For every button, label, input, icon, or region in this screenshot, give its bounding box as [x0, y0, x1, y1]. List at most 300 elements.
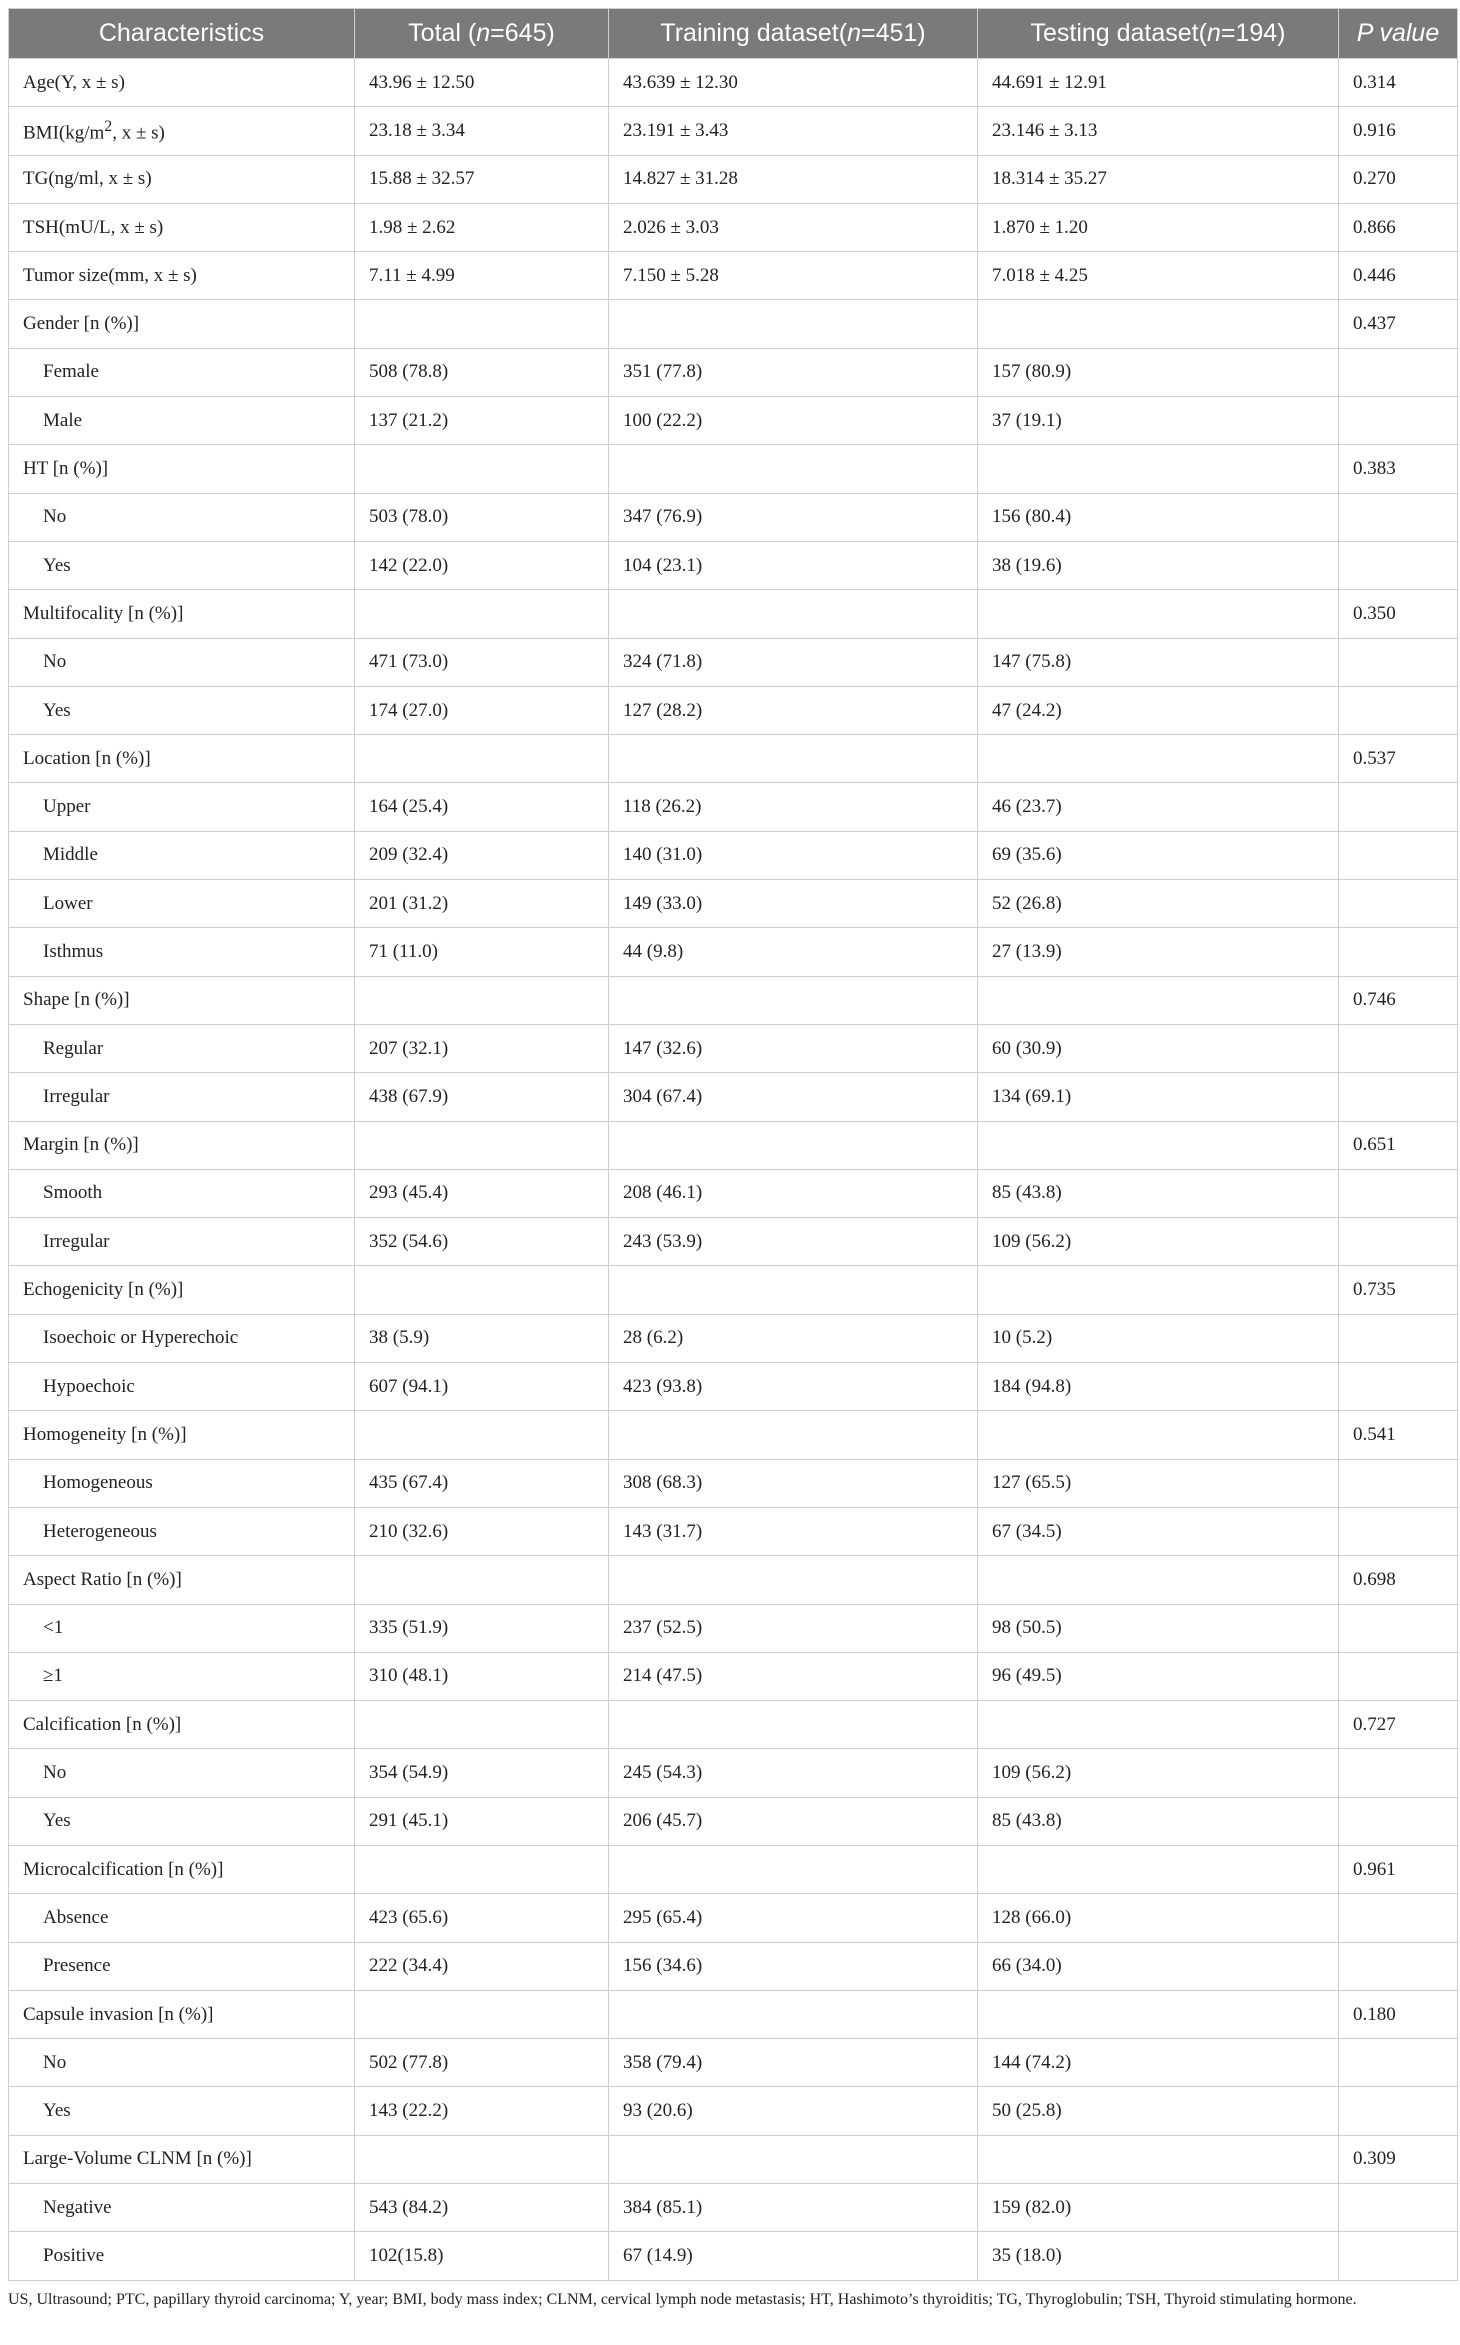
cell-testing: 98 (50.5)	[978, 1604, 1339, 1652]
cell-characteristic: Calcification [n (%)]	[9, 1701, 355, 1749]
cell-testing: 46 (23.7)	[978, 783, 1339, 831]
cell-p-value	[1339, 2184, 1458, 2232]
cell-total	[355, 445, 609, 493]
cell-total: 7.11 ± 4.99	[355, 252, 609, 300]
cell-p-value: 0.866	[1339, 203, 1458, 251]
cell-p-value: 0.698	[1339, 1556, 1458, 1604]
table-row-subcategory	[9, 2087, 1458, 2135]
cell-characteristic: Homogeneity [n (%)]	[9, 1411, 355, 1459]
header-training-suffix: =451)	[860, 19, 926, 47]
cell-testing	[978, 976, 1339, 1024]
cell-training: 206 (45.7)	[609, 1797, 978, 1845]
cell-characteristic: Yes	[9, 1797, 355, 1845]
cell-training	[609, 1411, 978, 1459]
table-row-subcategory	[9, 1604, 1458, 1652]
cell-training: 23.191 ± 3.43	[609, 107, 978, 155]
cell-p-value	[1339, 1604, 1458, 1652]
cell-training: 347 (76.9)	[609, 493, 978, 541]
table-row-subcategory	[9, 1363, 1458, 1411]
table-row-subcategory	[9, 2039, 1458, 2087]
table-row-variable	[9, 590, 1458, 638]
cell-p-value	[1339, 1894, 1458, 1942]
table-row-subcategory	[9, 1797, 1458, 1845]
table-row-variable	[9, 2135, 1458, 2183]
table-row-subcategory	[9, 1314, 1458, 1362]
cell-testing	[978, 1556, 1339, 1604]
table-header	[9, 9, 1458, 59]
cell-training	[609, 1121, 978, 1169]
cell-total	[355, 1266, 609, 1314]
header-total	[355, 9, 609, 59]
table-row-subcategory	[9, 1073, 1458, 1121]
cell-total: 174 (27.0)	[355, 686, 609, 734]
cell-total	[355, 1121, 609, 1169]
table-row-variable	[9, 1411, 1458, 1459]
cell-total	[355, 976, 609, 1024]
cell-characteristic: Microcalcification [n (%)]	[9, 1845, 355, 1893]
cell-characteristic: Capsule invasion [n (%)]	[9, 1990, 355, 2038]
cell-total	[355, 1701, 609, 1749]
cell-p-value	[1339, 831, 1458, 879]
table-row-subcategory	[9, 1652, 1458, 1700]
table-row-variable	[9, 1701, 1458, 1749]
cell-p-value	[1339, 880, 1458, 928]
table-row-variable	[9, 59, 1458, 107]
cell-total: 38 (5.9)	[355, 1314, 609, 1362]
cell-total: 1.98 ± 2.62	[355, 203, 609, 251]
cell-characteristic: Regular	[9, 1024, 355, 1072]
cell-characteristic: Absence	[9, 1894, 355, 1942]
cell-characteristic: Presence	[9, 1942, 355, 1990]
table-row-variable	[9, 1556, 1458, 1604]
cell-training: 324 (71.8)	[609, 638, 978, 686]
cell-characteristic: Male	[9, 397, 355, 445]
cell-p-value	[1339, 1169, 1458, 1217]
cell-testing	[978, 1121, 1339, 1169]
cell-p-value: 0.541	[1339, 1411, 1458, 1459]
cell-training: 423 (93.8)	[609, 1363, 978, 1411]
cell-testing: 85 (43.8)	[978, 1169, 1339, 1217]
cell-training: 214 (47.5)	[609, 1652, 978, 1700]
cell-characteristic: Positive	[9, 2232, 355, 2280]
cell-training	[609, 590, 978, 638]
cell-training: 67 (14.9)	[609, 2232, 978, 2280]
cell-p-value	[1339, 1652, 1458, 1700]
cell-total: 438 (67.9)	[355, 1073, 609, 1121]
table-row-variable	[9, 735, 1458, 783]
cell-training: 44 (9.8)	[609, 928, 978, 976]
cell-total	[355, 1411, 609, 1459]
cell-testing: 159 (82.0)	[978, 2184, 1339, 2232]
table-row-variable	[9, 1845, 1458, 1893]
cell-characteristic: Gender [n (%)]	[9, 300, 355, 348]
cell-training: 308 (68.3)	[609, 1459, 978, 1507]
cell-testing: 7.018 ± 4.25	[978, 252, 1339, 300]
cell-p-value: 0.270	[1339, 155, 1458, 203]
table-row-subcategory	[9, 348, 1458, 396]
table-row-variable	[9, 107, 1458, 155]
table-row-subcategory	[9, 1749, 1458, 1797]
cell-total: 15.88 ± 32.57	[355, 155, 609, 203]
cell-characteristic: TG(ng/ml, x ± s)	[9, 155, 355, 203]
cell-p-value	[1339, 1024, 1458, 1072]
cell-characteristic: Large-Volume CLNM [n (%)]	[9, 2135, 355, 2183]
cell-p-value	[1339, 1314, 1458, 1362]
table-row-variable	[9, 1990, 1458, 2038]
cell-total: 335 (51.9)	[355, 1604, 609, 1652]
cell-characteristic-text: BMI(kg/m	[23, 122, 105, 144]
cell-characteristic-text-suffix: , x ± s)	[112, 122, 165, 144]
cell-training: 43.639 ± 12.30	[609, 59, 978, 107]
document-page	[8, 8, 1457, 2312]
cell-training: 2.026 ± 3.03	[609, 203, 978, 251]
cell-characteristic: Aspect Ratio [n (%)]	[9, 1556, 355, 1604]
cell-characteristic	[9, 107, 355, 155]
table-row-subcategory	[9, 928, 1458, 976]
cell-total: 71 (11.0)	[355, 928, 609, 976]
cell-characteristic: Isthmus	[9, 928, 355, 976]
cell-total: 310 (48.1)	[355, 1652, 609, 1700]
table-row-variable	[9, 203, 1458, 251]
cell-characteristic: Irregular	[9, 1218, 355, 1266]
cell-characteristic: Heterogeneous	[9, 1507, 355, 1555]
cell-total: 210 (32.6)	[355, 1507, 609, 1555]
cell-total	[355, 735, 609, 783]
cell-characteristic: Margin [n (%)]	[9, 1121, 355, 1169]
cell-total: 143 (22.2)	[355, 2087, 609, 2135]
cell-total: 607 (94.1)	[355, 1363, 609, 1411]
table-row-subcategory	[9, 541, 1458, 589]
header-characteristics-label: Characteristics	[98, 19, 265, 47]
table-row-subcategory	[9, 1942, 1458, 1990]
cell-p-value: 0.350	[1339, 590, 1458, 638]
cell-training: 156 (34.6)	[609, 1942, 978, 1990]
cell-training	[609, 1845, 978, 1893]
cell-testing: 144 (74.2)	[978, 2039, 1339, 2087]
cell-testing: 52 (26.8)	[978, 880, 1339, 928]
cell-p-value	[1339, 1073, 1458, 1121]
cell-testing: 134 (69.1)	[978, 1073, 1339, 1121]
cell-p-value	[1339, 1749, 1458, 1797]
cell-testing: 69 (35.6)	[978, 831, 1339, 879]
header-testing	[978, 9, 1339, 59]
cell-total: 201 (31.2)	[355, 880, 609, 928]
cell-testing: 50 (25.8)	[978, 2087, 1339, 2135]
cell-characteristic: Smooth	[9, 1169, 355, 1217]
table-body	[9, 59, 1458, 2281]
cell-p-value	[1339, 686, 1458, 734]
cell-training: 127 (28.2)	[609, 686, 978, 734]
cell-total: 209 (32.4)	[355, 831, 609, 879]
cell-testing: 127 (65.5)	[978, 1459, 1339, 1507]
cell-p-value	[1339, 1942, 1458, 1990]
table-row-subcategory	[9, 1218, 1458, 1266]
cell-training: 237 (52.5)	[609, 1604, 978, 1652]
cell-total: 207 (32.1)	[355, 1024, 609, 1072]
cell-testing: 96 (49.5)	[978, 1652, 1339, 1700]
cell-p-value: 0.651	[1339, 1121, 1458, 1169]
cell-p-value: 0.314	[1339, 59, 1458, 107]
cell-characteristic: Echogenicity [n (%)]	[9, 1266, 355, 1314]
cell-testing: 1.870 ± 1.20	[978, 203, 1339, 251]
table-row-variable	[9, 976, 1458, 1024]
cell-testing	[978, 735, 1339, 783]
cell-p-value: 0.916	[1339, 107, 1458, 155]
cell-p-value: 0.437	[1339, 300, 1458, 348]
table-row-subcategory	[9, 1459, 1458, 1507]
cell-characteristic: Location [n (%)]	[9, 735, 355, 783]
cell-total: 508 (78.8)	[355, 348, 609, 396]
cell-training: 140 (31.0)	[609, 831, 978, 879]
cell-p-value	[1339, 2039, 1458, 2087]
cell-characteristic: Tumor size(mm, x ± s)	[9, 252, 355, 300]
cell-characteristic: Yes	[9, 541, 355, 589]
cell-p-value: 0.746	[1339, 976, 1458, 1024]
cell-training: 118 (26.2)	[609, 783, 978, 831]
cell-training: 243 (53.9)	[609, 1218, 978, 1266]
cell-characteristic: ≥1	[9, 1652, 355, 1700]
cell-total: 43.96 ± 12.50	[355, 59, 609, 107]
table-row-subcategory	[9, 880, 1458, 928]
table-row-subcategory	[9, 1024, 1458, 1072]
cell-characteristic: Multifocality [n (%)]	[9, 590, 355, 638]
cell-p-value	[1339, 1459, 1458, 1507]
cell-testing: 23.146 ± 3.13	[978, 107, 1339, 155]
table-row-variable	[9, 445, 1458, 493]
header-training	[609, 9, 978, 59]
cell-testing: 10 (5.2)	[978, 1314, 1339, 1362]
cell-p-value	[1339, 638, 1458, 686]
cell-total: 503 (78.0)	[355, 493, 609, 541]
cell-training	[609, 445, 978, 493]
cell-training	[609, 300, 978, 348]
table-row-subcategory	[9, 1894, 1458, 1942]
table-row-variable	[9, 1266, 1458, 1314]
cell-total	[355, 590, 609, 638]
cell-p-value: 0.383	[1339, 445, 1458, 493]
cell-characteristic: <1	[9, 1604, 355, 1652]
cell-characteristic: No	[9, 638, 355, 686]
cell-characteristic: TSH(mU/L, x ± s)	[9, 203, 355, 251]
cell-characteristic: Homogeneous	[9, 1459, 355, 1507]
cell-testing: 156 (80.4)	[978, 493, 1339, 541]
cell-characteristic: Isoechoic or Hyperechoic	[9, 1314, 355, 1362]
header-testing-prefix: Testing dataset(	[1030, 19, 1207, 47]
header-training-prefix: Training dataset(	[660, 19, 848, 47]
cell-testing: 66 (34.0)	[978, 1942, 1339, 1990]
cell-training: 384 (85.1)	[609, 2184, 978, 2232]
cell-characteristic: HT [n (%)]	[9, 445, 355, 493]
table-row-subcategory	[9, 2184, 1458, 2232]
cell-total: 164 (25.4)	[355, 783, 609, 831]
cell-characteristic: Female	[9, 348, 355, 396]
cell-characteristic: Hypoechoic	[9, 1363, 355, 1411]
table-row-variable	[9, 1121, 1458, 1169]
cell-characteristic: Yes	[9, 2087, 355, 2135]
cell-total: 293 (45.4)	[355, 1169, 609, 1217]
table-row-subcategory	[9, 686, 1458, 734]
cell-p-value	[1339, 928, 1458, 976]
cell-testing	[978, 2135, 1339, 2183]
cell-characteristic: Age(Y, x ± s)	[9, 59, 355, 107]
cell-total: 23.18 ± 3.34	[355, 107, 609, 155]
cell-training: 143 (31.7)	[609, 1507, 978, 1555]
header-total-prefix: Total (	[408, 19, 477, 47]
cell-training: 14.827 ± 31.28	[609, 155, 978, 203]
header-row	[9, 9, 1458, 59]
header-testing-suffix: =194)	[1220, 19, 1286, 47]
cell-testing	[978, 1411, 1339, 1459]
cell-total	[355, 1990, 609, 2038]
cell-p-value: 0.180	[1339, 1990, 1458, 2038]
cell-training: 295 (65.4)	[609, 1894, 978, 1942]
cell-p-value: 0.727	[1339, 1701, 1458, 1749]
cell-characteristic: Upper	[9, 783, 355, 831]
cell-total	[355, 300, 609, 348]
cell-p-value: 0.735	[1339, 1266, 1458, 1314]
header-p-value	[1339, 9, 1458, 59]
header-testing-n: n	[1206, 19, 1221, 47]
cell-total: 142 (22.0)	[355, 541, 609, 589]
characteristics-table	[8, 8, 1458, 2281]
table-row-subcategory	[9, 1507, 1458, 1555]
cell-testing: 109 (56.2)	[978, 1749, 1339, 1797]
cell-training: 93 (20.6)	[609, 2087, 978, 2135]
cell-training: 104 (23.1)	[609, 541, 978, 589]
header-training-n: n	[847, 19, 861, 47]
cell-p-value	[1339, 541, 1458, 589]
table-row-subcategory	[9, 638, 1458, 686]
table-row-subcategory	[9, 1169, 1458, 1217]
cell-testing: 67 (34.5)	[978, 1507, 1339, 1555]
cell-testing	[978, 1845, 1339, 1893]
cell-testing	[978, 445, 1339, 493]
table-row-subcategory	[9, 783, 1458, 831]
cell-training	[609, 1701, 978, 1749]
cell-p-value	[1339, 1507, 1458, 1555]
table-row-subcategory	[9, 493, 1458, 541]
cell-training: 208 (46.1)	[609, 1169, 978, 1217]
cell-total: 471 (73.0)	[355, 638, 609, 686]
cell-characteristic: Middle	[9, 831, 355, 879]
cell-total	[355, 2135, 609, 2183]
cell-p-value	[1339, 1218, 1458, 1266]
cell-total	[355, 1556, 609, 1604]
header-p-value-label: P value	[1356, 19, 1440, 47]
cell-total: 222 (34.4)	[355, 1942, 609, 1990]
cell-total: 354 (54.9)	[355, 1749, 609, 1797]
table-row-variable	[9, 155, 1458, 203]
cell-p-value	[1339, 397, 1458, 445]
cell-total: 137 (21.2)	[355, 397, 609, 445]
cell-characteristic: Yes	[9, 686, 355, 734]
cell-p-value: 0.309	[1339, 2135, 1458, 2183]
cell-testing: 184 (94.8)	[978, 1363, 1339, 1411]
cell-p-value	[1339, 2232, 1458, 2280]
table-row-subcategory	[9, 831, 1458, 879]
cell-testing: 27 (13.9)	[978, 928, 1339, 976]
cell-characteristic-superscript: 2	[104, 117, 113, 135]
table-footnote: US, Ultrasound; PTC, papillary thyroid carcinoma; Y, year; BMI, body mass index; CLNM, cervical lymph node metastasis; HT, Hashimoto’s thyroiditis; TG, Thyroglobulin; TSH, Thyroid stimulating hormone.	[8, 2290, 1357, 2308]
cell-training	[609, 1990, 978, 2038]
cell-testing: 109 (56.2)	[978, 1218, 1339, 1266]
cell-testing: 44.691 ± 12.91	[978, 59, 1339, 107]
cell-training: 147 (32.6)	[609, 1024, 978, 1072]
table-row-subcategory	[9, 2232, 1458, 2280]
cell-total: 543 (84.2)	[355, 2184, 609, 2232]
cell-testing: 18.314 ± 35.27	[978, 155, 1339, 203]
cell-training: 100 (22.2)	[609, 397, 978, 445]
cell-total: 352 (54.6)	[355, 1218, 609, 1266]
cell-testing	[978, 1990, 1339, 2038]
table-row-subcategory	[9, 397, 1458, 445]
cell-characteristic: No	[9, 493, 355, 541]
cell-p-value: 0.961	[1339, 1845, 1458, 1893]
cell-training: 351 (77.8)	[609, 348, 978, 396]
cell-training	[609, 2135, 978, 2183]
cell-training	[609, 976, 978, 1024]
table-row-variable	[9, 252, 1458, 300]
cell-testing: 38 (19.6)	[978, 541, 1339, 589]
cell-training	[609, 1266, 978, 1314]
cell-characteristic: Irregular	[9, 1073, 355, 1121]
cell-p-value: 0.446	[1339, 252, 1458, 300]
cell-testing: 147 (75.8)	[978, 638, 1339, 686]
header-characteristics	[9, 9, 355, 59]
cell-testing	[978, 1701, 1339, 1749]
cell-training: 28 (6.2)	[609, 1314, 978, 1362]
cell-testing	[978, 1266, 1339, 1314]
cell-characteristic: No	[9, 2039, 355, 2087]
cell-training: 304 (67.4)	[609, 1073, 978, 1121]
cell-training	[609, 1556, 978, 1604]
cell-training	[609, 735, 978, 783]
cell-testing: 128 (66.0)	[978, 1894, 1339, 1942]
cell-testing: 85 (43.8)	[978, 1797, 1339, 1845]
cell-p-value	[1339, 493, 1458, 541]
table-row-variable	[9, 300, 1458, 348]
cell-total: 102(15.8)	[355, 2232, 609, 2280]
cell-training: 245 (54.3)	[609, 1749, 978, 1797]
cell-characteristic: Negative	[9, 2184, 355, 2232]
cell-testing	[978, 300, 1339, 348]
header-total-suffix: =645)	[490, 19, 555, 47]
cell-testing: 35 (18.0)	[978, 2232, 1339, 2280]
cell-p-value	[1339, 2087, 1458, 2135]
cell-training: 149 (33.0)	[609, 880, 978, 928]
cell-total: 435 (67.4)	[355, 1459, 609, 1507]
cell-p-value	[1339, 1363, 1458, 1411]
cell-testing: 157 (80.9)	[978, 348, 1339, 396]
cell-characteristic: Shape [n (%)]	[9, 976, 355, 1024]
cell-total: 423 (65.6)	[355, 1894, 609, 1942]
cell-characteristic: Lower	[9, 880, 355, 928]
cell-p-value	[1339, 783, 1458, 831]
cell-total: 291 (45.1)	[355, 1797, 609, 1845]
cell-testing: 60 (30.9)	[978, 1024, 1339, 1072]
cell-testing: 47 (24.2)	[978, 686, 1339, 734]
cell-characteristic: No	[9, 1749, 355, 1797]
cell-testing	[978, 590, 1339, 638]
cell-p-value	[1339, 348, 1458, 396]
cell-p-value: 0.537	[1339, 735, 1458, 783]
cell-testing: 37 (19.1)	[978, 397, 1339, 445]
cell-p-value	[1339, 1797, 1458, 1845]
header-total-n: n	[476, 19, 491, 47]
cell-total: 502 (77.8)	[355, 2039, 609, 2087]
cell-training: 358 (79.4)	[609, 2039, 978, 2087]
cell-training: 7.150 ± 5.28	[609, 252, 978, 300]
